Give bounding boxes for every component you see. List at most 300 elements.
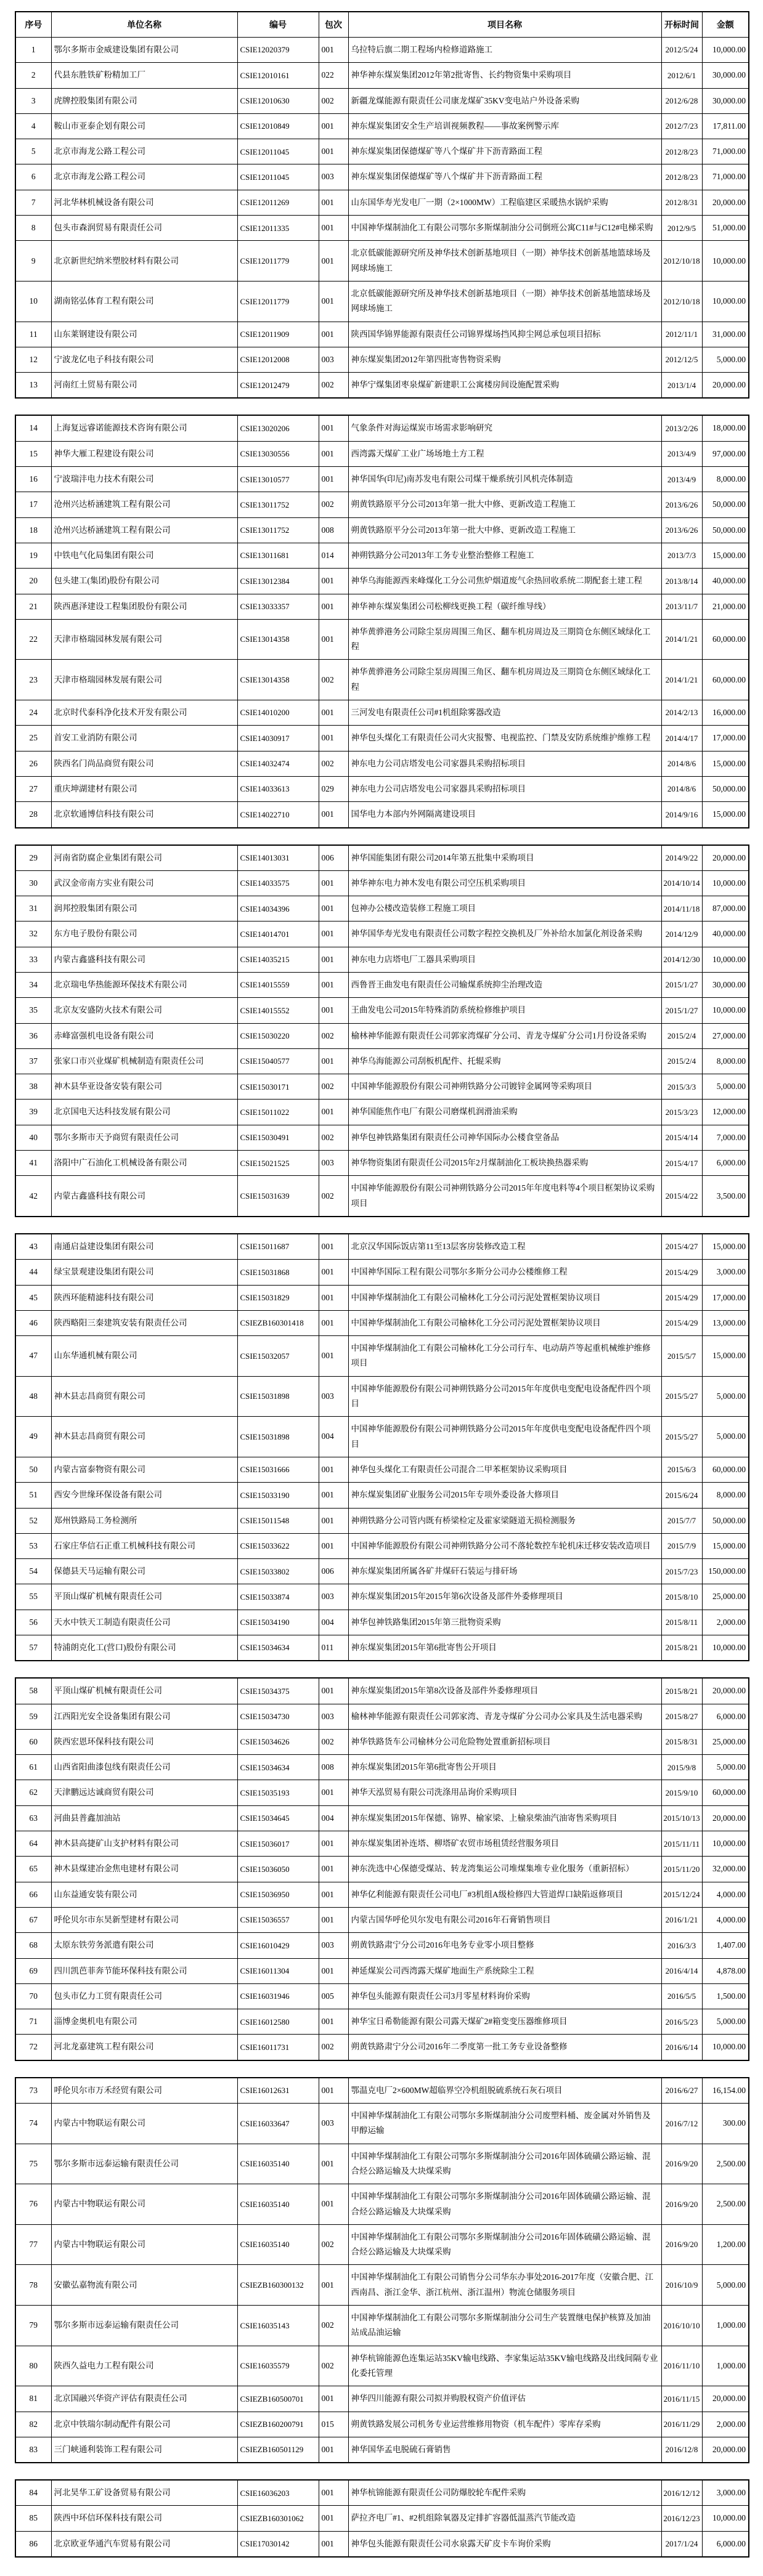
cell-no: 19 [15,543,51,568]
table-row [15,1635,749,1661]
table-row [15,2346,749,2386]
cell-amount: 20,000.00 [702,190,749,215]
cell-company: 山东益通安装有限公司 [51,1882,237,1907]
cell-amount: 1,407.00 [702,1933,749,1958]
cell-code: CSIE13012384 [237,569,319,594]
cell-project: 神东煤炭集团矿业服务公司2015年专项外委设备大修项目 [348,1483,661,1508]
cell-amount: 5,000.00 [702,1376,749,1417]
cell-date: 2015/5/7 [661,1336,702,1377]
cell-package: 003 [319,164,348,190]
cell-company: 山东华通机械有限公司 [51,1336,237,1377]
table-row [15,2224,749,2265]
cell-company: 北京中铁瑞尔制动配件有限公司 [51,2412,237,2437]
cell-no: 78 [15,2265,51,2306]
cell-package: 001 [319,139,348,164]
cell-company: 北京国融兴华资产评估有限责任公司 [51,2386,237,2412]
cell-code: CSIE16010429 [237,1933,319,1958]
cell-code: CSIE16036203 [237,2480,319,2506]
cell-code: CSIE15034645 [237,1805,319,1831]
cell-project: 西鲁晋王曲发电有限责任公司输煤系统抑尘治理改造 [348,972,661,997]
cell-amount: 4,000.00 [702,1907,749,1932]
cell-no: 83 [15,2437,51,2463]
cell-no: 61 [15,1755,51,1780]
cell-company: 陕西久益电力工程有限公司 [51,2346,237,2386]
cell-amount: 50,000.00 [702,492,749,517]
cell-company: 湖南铭弘体育工程有限公司 [51,281,237,322]
cell-code: CSIE15036017 [237,1831,319,1857]
cell-company: 包头建工(集团)股份有限公司 [51,569,237,594]
cell-project: 内蒙古国华呼伦贝尔发电有限公司2016年石膏销售项目 [348,1907,661,1932]
table-row [15,1483,749,1508]
cell-amount: 5,000.00 [702,1074,749,1100]
cell-project: 鄂温克电厂2×600MW超临界空冷机组脱硫系统石灰石项目 [348,2078,661,2104]
cell-code: CSIE13020206 [237,415,319,441]
cell-code: CSIE15035193 [237,1780,319,1805]
cell-package: 001 [319,281,348,322]
cell-project: 神华国华寿光发电有限责任公司数字程控交换机及厂外补给水加氯化剂设备采购 [348,921,661,947]
cell-company: 北京市海龙公路工程公司 [51,139,237,164]
cell-amount: 5,000.00 [702,2265,749,2306]
cell-project: 神延煤炭公司西湾露天煤矿地面生产系统除尘工程 [348,1958,661,1983]
cell-amount: 2,500.00 [702,2184,749,2225]
table-row [15,896,749,921]
table-row [15,1457,749,1482]
cell-company: 鄂尔多斯市金威建设集团有限公司 [51,38,237,63]
table-row [15,2078,749,2104]
cell-package: 015 [319,2412,348,2437]
cell-date: 2012/5/24 [661,38,702,63]
cell-date: 2016/7/12 [661,2104,702,2144]
report-table-container [15,11,748,2558]
cell-no: 8 [15,216,51,241]
table-row [15,1100,749,1125]
cell-company: 鄂尔多斯市远泰运输有限责任公司 [51,2306,237,2346]
cell-project: 神华国能焦作电厂有限公司磨煤机润滑油采购 [348,1100,661,1125]
cell-package: 001 [319,700,348,726]
cell-amount: 60,000.00 [702,1457,749,1482]
table-row [15,1857,749,1882]
cell-company: 石家庄华信石正重工机械科技有限公司 [51,1533,237,1558]
cell-amount: 5,000.00 [702,2009,749,2035]
cell-date: 2012/11/1 [661,322,702,347]
table-row [15,1882,749,1907]
cell-no: 47 [15,1336,51,1377]
cell-date: 2016/9/20 [661,2224,702,2265]
cell-amount: 15,000.00 [702,1533,749,1558]
cell-package: 001 [319,1857,348,1882]
cell-date: 2016/11/29 [661,2412,702,2437]
cell-date: 2015/12/24 [661,1882,702,1907]
cell-code: CSIE15031829 [237,1285,319,1310]
cell-package: 022 [319,63,348,88]
cell-amount: 8,000.00 [702,1048,749,1074]
cell-no: 67 [15,1907,51,1932]
cell-no: 41 [15,1151,51,1176]
cell-company: 河曲县普鑫加油站 [51,1805,237,1831]
cell-company: 平顶山煤矿机械有限责任公司 [51,1584,237,1610]
cell-company: 河北龙嘉建筑工程有限公司 [51,2035,237,2060]
cell-company: 北京新世纪纳米塑胶材料有限公司 [51,241,237,281]
cell-date: 2014/11/18 [661,896,702,921]
cell-no: 39 [15,1100,51,1125]
cell-no: 25 [15,726,51,751]
cell-project: 包神办公楼改造装修工程施工项目 [348,896,661,921]
cell-date: 2013/8/14 [661,569,702,594]
cell-company: 鄂尔多斯市远泰运输有限责任公司 [51,2144,237,2184]
cell-no: 16 [15,467,51,492]
cell-date: 2015/6/24 [661,1483,702,1508]
cell-package: 001 [319,1310,348,1335]
table-row [15,1260,749,1285]
table-row [15,845,749,871]
cell-code: CSIE12010161 [237,63,319,88]
cell-amount: 15,000.00 [702,802,749,828]
table-row [15,776,749,801]
cell-code: CSIE14033575 [237,870,319,896]
cell-project: 中国神华煤制油化工有限公司销售分公司华东办事处2016-2017年度（安徽合肥、江西南昌、浙江金华、浙江杭州、浙江温州）物流仓储服务项目 [348,2265,661,2306]
cell-company: 淄博金奥机电有限公司 [51,2009,237,2035]
cell-project: 朔黄铁路原平分公司2013年第一批大中修、更新改造工程施工 [348,492,661,517]
table-row [15,347,749,372]
cell-code: CSIE15031898 [237,1376,319,1417]
cell-company: 内蒙古鑫盛科技有限公司 [51,947,237,972]
cell-project: 神东煤炭集团保德煤矿等八个煤矿井下沥青路面工程 [348,164,661,190]
table-row [15,113,749,139]
cell-package: 002 [319,2035,348,2060]
cell-code: CSIE15034634 [237,1635,319,1661]
cell-project: 中国神华能源股份有限公司神朔铁路分公司不落轮数控车轮机床迁移安装改造项目 [348,1533,661,1558]
cell-amount: 30,000.00 [702,88,749,113]
cell-package: 002 [319,1023,348,1048]
cell-amount: 4,000.00 [702,1882,749,1907]
cell-no: 49 [15,1417,51,1457]
cell-amount: 3,500.00 [702,1176,749,1217]
cell-package: 001 [319,1678,348,1704]
cell-project: 新疆龙煤能源有限责任公司康龙煤矿35KV变电站户外设备采购 [348,88,661,113]
cell-date: 2014/1/21 [661,660,702,700]
cell-project: 神华包头能源有限责任公司3月零星材料询价采购 [348,1983,661,2009]
cell-company: 内蒙古中物联运有限公司 [51,2184,237,2225]
table-row [15,543,749,568]
cell-code: CSIE13011752 [237,517,319,543]
cell-company: 代县东胜铁矿粉精加工厂 [51,63,237,88]
report-section-table [15,844,749,1217]
cell-amount: 15,000.00 [702,543,749,568]
cell-no: 22 [15,619,51,660]
cell-date: 2015/1/27 [661,998,702,1023]
table-row [15,63,749,88]
cell-project: 神华宝日希勒能源有限公司露天煤矿2#箱变变压器维修项目 [348,2009,661,2035]
table-row [15,2265,749,2306]
cell-no: 3 [15,88,51,113]
cell-package: 001 [319,467,348,492]
cell-package: 003 [319,2104,348,2144]
column-header-package: 包次 [319,12,348,38]
cell-amount: 10,000.00 [702,998,749,1023]
cell-no: 43 [15,1234,51,1260]
cell-no: 82 [15,2412,51,2437]
report-section-table [15,1677,749,2060]
cell-project: 神华黄骅港务公司除尘泵房周围三角区、翻车机房周边及三期筒仓东侧区域绿化工程 [348,619,661,660]
report-section-table [15,1233,749,1661]
cell-company: 神木县煤建冶金焦电建材有限公司 [51,1857,237,1882]
cell-project: 神东煤炭集团2015年第8次设备及部件外委修理项目 [348,1678,661,1704]
cell-amount: 20,000.00 [702,1678,749,1704]
cell-date: 2016/12/12 [661,2480,702,2506]
cell-amount: 3,000.00 [702,1260,749,1285]
cell-no: 81 [15,2386,51,2412]
cell-date: 2012/10/18 [661,281,702,322]
cell-package: 001 [319,1958,348,1983]
cell-no: 50 [15,1457,51,1482]
cell-package: 001 [319,1234,348,1260]
cell-date: 2016/11/10 [661,2346,702,2386]
cell-package: 002 [319,2346,348,2386]
cell-company: 天津市格瑞园林发展有限公司 [51,619,237,660]
cell-amount: 5,000.00 [702,347,749,372]
cell-code: CSIE15031666 [237,1457,319,1482]
cell-package: 001 [319,1285,348,1310]
cell-package: 001 [319,190,348,215]
cell-no: 46 [15,1310,51,1335]
header-row [15,12,749,38]
cell-amount: 51,000.00 [702,216,749,241]
cell-package: 008 [319,1755,348,1780]
cell-package: 001 [319,1100,348,1125]
cell-date: 2012/10/18 [661,241,702,281]
cell-code: CSIEZB160200791 [237,2412,319,2437]
table-row [15,88,749,113]
cell-amount: 97,000.00 [702,441,749,466]
table-row [15,870,749,896]
cell-date: 2015/9/10 [661,1780,702,1805]
column-header-company: 单位名称 [51,12,237,38]
cell-company: 特浦朗克化工(营口)股份有限公司 [51,1635,237,1661]
cell-package: 001 [319,2386,348,2412]
cell-package: 005 [319,1983,348,2009]
cell-date: 2015/8/31 [661,1729,702,1754]
cell-date: 2015/3/3 [661,1074,702,1100]
cell-amount: 71,000.00 [702,164,749,190]
table-row [15,2184,749,2225]
cell-company: 内蒙古鑫盛科技有限公司 [51,1176,237,1217]
cell-date: 2016/6/14 [661,2035,702,2060]
cell-amount: 6,000.00 [702,2531,749,2557]
cell-code: CSIE15036557 [237,1907,319,1932]
cell-code: CSIE15030220 [237,1023,319,1048]
cell-company: 北京软通博信科技有限公司 [51,802,237,828]
cell-amount: 13,000.00 [702,1310,749,1335]
cell-date: 2016/12/8 [661,2437,702,2463]
cell-date: 2015/8/21 [661,1678,702,1704]
table-row [15,947,749,972]
cell-no: 56 [15,1610,51,1635]
cell-amount: 5,000.00 [702,1417,749,1457]
cell-no: 69 [15,1958,51,1983]
cell-code: CSIE12010630 [237,88,319,113]
cell-package: 001 [319,2009,348,2035]
cell-date: 2015/1/27 [661,972,702,997]
cell-no: 58 [15,1678,51,1704]
cell-date: 2012/7/23 [661,113,702,139]
cell-amount: 60,000.00 [702,1780,749,1805]
cell-date: 2013/7/3 [661,543,702,568]
cell-company: 西安今世缘环保设备有限公司 [51,1483,237,1508]
cell-no: 14 [15,415,51,441]
cell-code: CSIE15033874 [237,1584,319,1610]
cell-project: 山东国华寿光发电厂一期（2×1000MW）工程临建区采暖热水锅炉采购 [348,190,661,215]
cell-amount: 71,000.00 [702,139,749,164]
cell-project: 神华包头煤化工有限责任公司火灾报警、电视监控、门禁及安防系统维护维修工程 [348,726,661,751]
cell-code: CSIE13030556 [237,441,319,466]
cell-date: 2015/2/4 [661,1023,702,1048]
table-row [15,2144,749,2184]
cell-no: 73 [15,2078,51,2104]
cell-company: 内蒙古中物联运有限公司 [51,2104,237,2144]
cell-company: 宁波瑞沣电力技术有限公司 [51,467,237,492]
cell-package: 001 [319,2144,348,2184]
table-row [15,139,749,164]
cell-code: CSIE14035215 [237,947,319,972]
cell-date: 2016/9/20 [661,2184,702,2225]
cell-package: 003 [319,1704,348,1729]
cell-project: 神华铁路货车公司榆林分公司危险物处置重新招标项目 [348,1729,661,1754]
cell-date: 2014/8/6 [661,751,702,776]
table-row [15,1125,749,1150]
cell-package: 003 [319,1933,348,1958]
cell-company: 天水中铁天工制造有限责任公司 [51,1610,237,1635]
cell-company: 内蒙古富泰物资有限公司 [51,1457,237,1482]
cell-no: 85 [15,2506,51,2531]
table-row [15,2531,749,2557]
cell-code: CSIEZB160301062 [237,2506,319,2531]
cell-code: CSIEZB160300132 [237,2265,319,2306]
cell-project: 神华四川能源有限公司拟并购股权资产价值评估 [348,2386,661,2412]
cell-amount: 2,000.00 [702,2412,749,2437]
cell-code: CSIE14014701 [237,921,319,947]
table-row [15,1755,749,1780]
cell-company: 河北昊华工矿设备贸易有限公司 [51,2480,237,2506]
cell-company: 武汉金帝南方实业有限公司 [51,870,237,896]
cell-code: CSIE15034190 [237,1610,319,1635]
table-row [15,1729,749,1754]
cell-project: 神华亿利能源有限责任公司电厂#3机组A级检修四大管道焊口缺陷返修项目 [348,1882,661,1907]
cell-amount: 50,000.00 [702,1508,749,1533]
cell-no: 24 [15,700,51,726]
cell-amount: 5,000.00 [702,1755,749,1780]
table-row [15,2035,749,2060]
cell-code: CSIE16012580 [237,2009,319,2035]
cell-code: CSIE13033357 [237,594,319,619]
table-row [15,1584,749,1610]
cell-amount: 16,000.00 [702,700,749,726]
cell-amount: 10,000.00 [702,947,749,972]
cell-company: 北京国电天达科技发展有限公司 [51,1100,237,1125]
cell-date: 2016/5/23 [661,2009,702,2035]
cell-package: 002 [319,1125,348,1150]
table-row [15,415,749,441]
cell-company: 太原东铁劳务派遣有限公司 [51,1933,237,1958]
cell-project: 中国神华煤制油化工有限公司鄂尔多斯煤制油分公司2016年固体硫磺公路运输、混合烃公路运输及大块煤采购 [348,2224,661,2265]
cell-package: 002 [319,660,348,700]
cell-company: 包头市亿力工贸有限责任公司 [51,1983,237,2009]
cell-no: 1 [15,38,51,63]
cell-amount: 30,000.00 [702,972,749,997]
cell-amount: 1,000.00 [702,2346,749,2386]
cell-amount: 25,000.00 [702,1584,749,1610]
cell-company: 河北华林机械设备有限公司 [51,190,237,215]
cell-date: 2014/12/9 [661,921,702,947]
cell-amount: 1,000.00 [702,2306,749,2346]
cell-date: 2014/4/17 [661,726,702,751]
cell-package: 001 [319,216,348,241]
cell-project: 神华包神铁路集团有限责任公司神华国际办公楼食堂备品 [348,1125,661,1150]
cell-package: 001 [319,1780,348,1805]
cell-amount: 27,000.00 [702,1023,749,1048]
cell-date: 2014/1/21 [661,619,702,660]
cell-company: 呼伦贝尔市万禾经贸有限公司 [51,2078,237,2104]
table-row [15,373,749,399]
cell-date: 2013/2/26 [661,415,702,441]
cell-no: 79 [15,2306,51,2346]
table-row [15,1023,749,1048]
cell-project: 神朔铁路分公司2013年工务专业整治整修工程施工 [348,543,661,568]
cell-company: 郑州铁路局工务检测所 [51,1508,237,1533]
cell-code: CSIE14010200 [237,700,319,726]
cell-code: CSIE15031868 [237,1260,319,1285]
cell-project: 神东煤炭集团保德煤矿等八个煤矿井下沥青路面工程 [348,139,661,164]
cell-project: 北京低碳能源研究所及神华技术创新基地项目（一期）神华技术创新基地篮球场及网球场施工 [348,281,661,322]
cell-company: 河南省防腐企业集团有限公司 [51,845,237,871]
cell-amount: 15,000.00 [702,1336,749,1377]
table-row [15,1983,749,2009]
cell-company: 重庆坤湖建材有限公司 [51,776,237,801]
cell-amount: 150,000.00 [702,1559,749,1584]
cell-company: 洛阳中广石油化工机械设备有限公司 [51,1151,237,1176]
cell-code: CSIE15032057 [237,1336,319,1377]
cell-project: 中国神华煤制油化工有限公司鄂尔多斯煤制油分公司2016年固体硫磺公路运输、混合烃公路运输及大块煤采购 [348,2184,661,2225]
cell-amount: 87,000.00 [702,896,749,921]
cell-code: CSIE16035140 [237,2144,319,2184]
cell-amount: 50,000.00 [702,776,749,801]
cell-amount: 20,000.00 [702,2386,749,2412]
cell-no: 68 [15,1933,51,1958]
cell-no: 64 [15,1831,51,1857]
cell-no: 37 [15,1048,51,1074]
table-row [15,1074,749,1100]
cell-package: 001 [319,38,348,63]
table-row [15,1417,749,1457]
cell-no: 77 [15,2224,51,2265]
cell-company: 北京欧亚华通汽车贸易有限公司 [51,2531,237,2557]
cell-project: 神华天泓贸易有限公司洗涤用品询价采购项目 [348,1780,661,1805]
cell-project: 神东煤炭集团补连塔、柳塔矿农贸市场租赁经营服务项目 [348,1831,661,1857]
cell-amount: 15,000.00 [702,751,749,776]
cell-project: 神东煤炭集团安全生产培训视频教程——事故案例警示库 [348,113,661,139]
table-row [15,726,749,751]
cell-package: 001 [319,1457,348,1482]
table-row [15,921,749,947]
cell-package: 001 [319,1336,348,1377]
cell-package: 001 [319,1260,348,1285]
cell-package: 001 [319,2531,348,2557]
cell-company: 包头市森润贸易有限责任公司 [51,216,237,241]
table-row [15,802,749,828]
cell-date: 2016/10/9 [661,2265,702,2306]
table-row [15,594,749,619]
table-row [15,281,749,322]
table-row [15,216,749,241]
